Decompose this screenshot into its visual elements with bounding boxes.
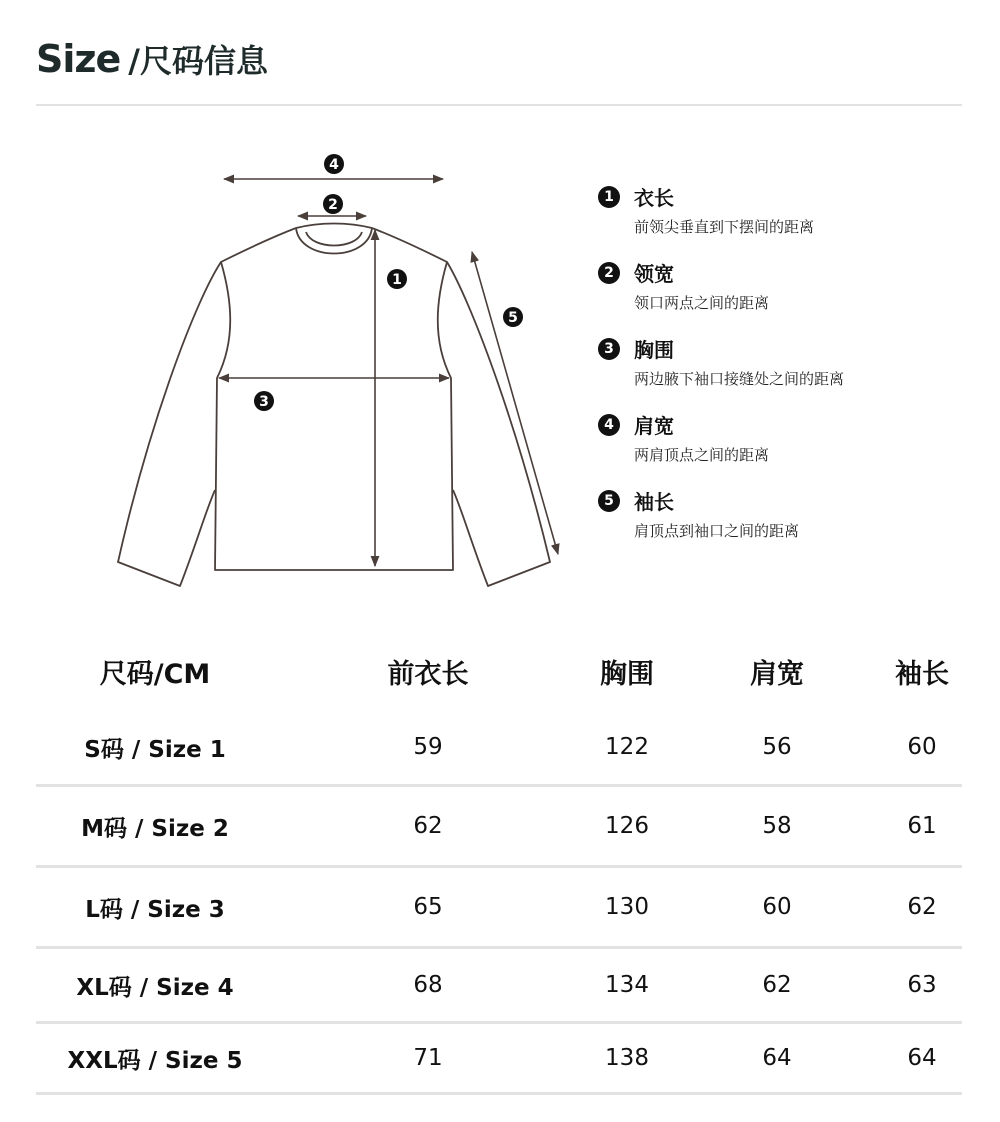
marker-1 [387,269,407,289]
marker-4 [324,154,344,174]
table-row [36,1023,962,1094]
header-shoulder: 肩宽 [750,658,804,690]
legend-description: 两肩顶点之间的距离 [634,446,770,464]
sleeve-cell: 61 [882,786,962,867]
size-label: M码 / Size 2 [36,786,274,867]
size-label: XXL码 / Size 5 [36,1023,274,1094]
table-header-row [36,632,962,710]
marker-3 [254,391,274,411]
shoulder-cell: 62 [672,948,882,1023]
legend-number: 1 [598,186,620,208]
table-row [36,948,962,1023]
size-label: XL码 / Size 4 [36,948,274,1023]
marker-2 [323,194,343,214]
measurement-arrows [219,179,558,566]
chest-cell: 130 [582,867,672,948]
page-title-cn: /尺码信息 [128,42,268,80]
header-divider [36,104,962,106]
svg-text:5: 5 [508,310,518,326]
shoulder-cell: 60 [672,867,882,948]
sweater-outline [118,224,550,587]
legend-item-collar-width [598,258,978,334]
shoulder-cell: 64 [672,1023,882,1094]
sleeve-cell: 60 [882,710,962,786]
front-length-cell: 71 [274,1023,582,1094]
chest-cell: 126 [582,786,672,867]
legend-item-chest [598,334,978,410]
legend-number: 5 [598,490,620,512]
legend-title: 衣长 [634,186,674,210]
legend-number: 4 [598,414,620,436]
front-length-cell: 59 [274,710,582,786]
shoulder-cell: 56 [672,710,882,786]
header-front-length: 前衣长 [387,658,469,690]
svg-text:4: 4 [329,157,339,173]
svg-text:2: 2 [328,197,338,213]
page-title-en: Size [36,37,121,81]
sweater-measurement-diagram [100,140,580,600]
legend-title: 袖长 [634,490,674,514]
legend-description: 领口两点之间的距离 [634,294,770,312]
svg-text:3: 3 [259,394,269,410]
page-header [36,36,268,86]
table-row [36,867,962,948]
header-chest: 胸围 [600,658,654,690]
table-row [36,710,962,786]
legend-title: 领宽 [634,262,674,286]
legend-description: 肩顶点到袖口之间的距离 [634,522,800,540]
size-label: L码 / Size 3 [36,867,274,948]
header-size: 尺码/CM [99,658,211,690]
table-row [36,786,962,867]
chest-cell: 134 [582,948,672,1023]
measurement-legend [598,182,978,562]
legend-item-sleeve [598,486,978,562]
header-sleeve: 袖长 [895,658,949,690]
size-chart-table [36,632,962,1095]
legend-title: 肩宽 [634,414,674,438]
shoulder-cell: 58 [672,786,882,867]
size-label: S码 / Size 1 [36,710,274,786]
svg-text:1: 1 [392,272,402,288]
chest-cell: 122 [582,710,672,786]
legend-number: 3 [598,338,620,360]
marker-5 [503,307,523,327]
legend-description: 前领尖垂直到下摆间的距离 [634,218,815,236]
front-length-cell: 65 [274,867,582,948]
legend-item-length [598,182,978,258]
sleeve-cell: 63 [882,948,962,1023]
legend-description: 两边腋下袖口接缝处之间的距离 [634,370,845,388]
legend-title: 胸围 [634,338,674,362]
front-length-cell: 68 [274,948,582,1023]
sleeve-cell: 62 [882,867,962,948]
legend-item-shoulder [598,410,978,486]
front-length-cell: 62 [274,786,582,867]
sleeve-cell: 64 [882,1023,962,1094]
legend-number: 2 [598,262,620,284]
chest-cell: 138 [582,1023,672,1094]
